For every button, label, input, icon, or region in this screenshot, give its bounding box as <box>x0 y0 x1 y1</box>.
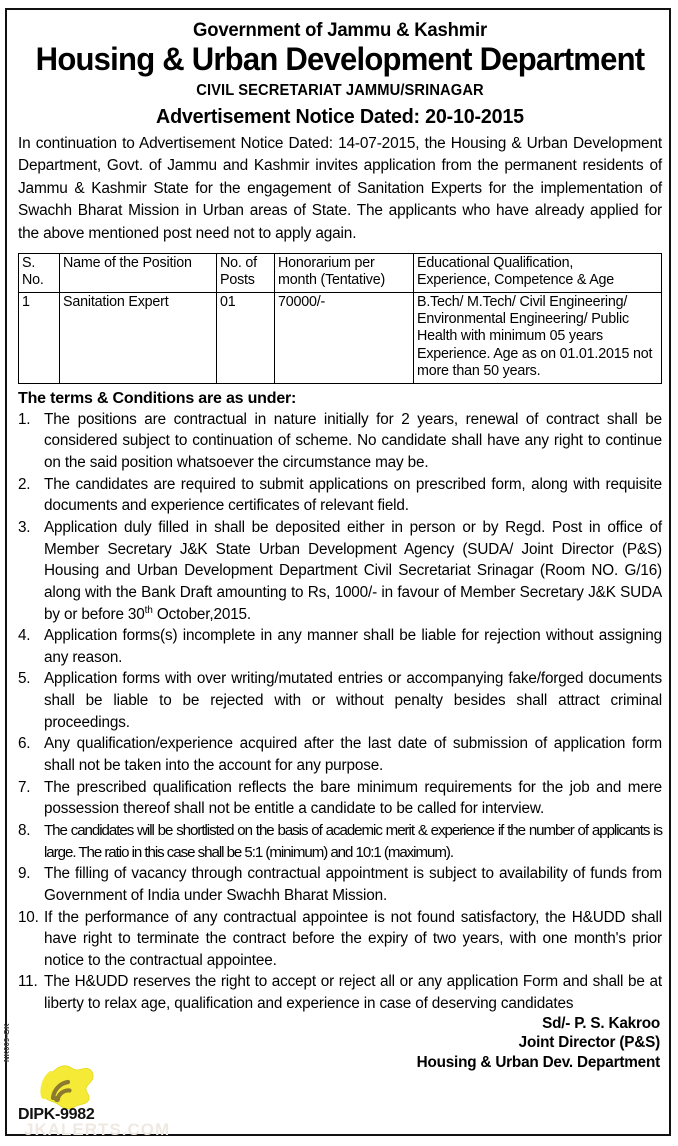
page-content <box>18 16 662 1072</box>
signatory-designation: Joint Director (P&S) <box>518 1034 660 1052</box>
list-item-text: If the performance of any contractual appointee is not found satisfactory, the H&UDD shall have right to terminate the contract before the expiry of two years, with one month's prior notice to the contractual appointee. <box>44 908 662 969</box>
list-item-text: The H&UDD reserves the right to accept or reject all or any application Form and shall be at liberty to relax age, qualification and experience in case of deserving candidates <box>44 973 662 1013</box>
cell-honorarium: 70000/- <box>275 292 414 383</box>
th-position-name: Name of the Position <box>60 253 217 292</box>
department-heading: Housing & Urban Development Department <box>35 41 645 78</box>
site-watermark: JKALERTS.COM <box>24 1120 171 1139</box>
th-honorarium: Honorarium per month (Tentative) <box>275 253 414 292</box>
list-item-text: The candidates will be shortlisted on the basis of academic merit & experience if the number of applicants is large. The ratio in this case shall be 5:1 (minimum) and 10:1 (maximum). <box>44 821 662 861</box>
list-item <box>18 863 662 906</box>
table-row <box>19 292 662 383</box>
side-margin-code: NK009-GK <box>2 1023 11 1062</box>
table-header-row <box>19 253 662 292</box>
list-item-number: 2. <box>18 475 31 493</box>
table-header <box>19 253 662 292</box>
list-item-number: 9. <box>18 865 31 883</box>
list-item-text: Any qualification/experience acquired after the last date of submission of application form shall not be taken into the account for any purpose. <box>44 735 662 775</box>
th-serial-number: S. No. <box>19 253 60 292</box>
list-item-number: 7. <box>18 778 31 796</box>
cell-position-name: Sanitation Expert <box>60 292 217 383</box>
list-item-text: The candidates are required to submit applications on prescribed form, along with requisite documents and experience certificates of relevant field. <box>44 475 662 515</box>
list-item <box>18 733 662 776</box>
list-item <box>18 409 662 474</box>
footer-mark-group <box>18 1060 171 1140</box>
list-item-number: 5. <box>18 670 31 688</box>
list-item-number: 8. <box>18 821 31 839</box>
list-item <box>18 474 662 517</box>
list-item <box>18 907 662 972</box>
table-body <box>19 292 662 383</box>
signatory-department: Housing & Urban Dev. Department <box>416 1053 660 1071</box>
list-item-number: 3. <box>18 518 31 536</box>
list-item <box>18 971 662 1014</box>
list-item <box>18 668 662 733</box>
positions-table <box>18 253 662 384</box>
terms-heading: The terms & Conditions are as under: <box>18 389 297 407</box>
list-item-text: The prescribed qualification reflects the bare minimum requirements for the job and mere possession thereof shall not be entitle a candidate to be called for interview. <box>44 778 662 818</box>
list-item-text: The positions are contractual in nature initially for 2 years, renewal of contract shall be considered subject to continuation of scheme. No candidate shall have any right to continue on the said position whatsoever the circumstance may be. <box>44 410 662 472</box>
th-number-of-posts: No. of Posts <box>217 253 275 292</box>
list-item-text-before: Application duly filled in shall be deposited either in person or by Regd. Post in office of Member Secretary J&K State Urban Development Agency (SUDA/ Joint Director (P&S) Housing and Urban Development Department Civil Secretariat Srinagar (Room NO. G/16) along with the Bank Draft amounting to Rs, 1000/- in favour of Member Secretary J&K SUDA by or before 30 <box>44 518 662 623</box>
list-item <box>18 820 662 863</box>
list-item-number: 4. <box>18 627 31 645</box>
list-item-number: 1. <box>18 410 31 428</box>
list-item-text-after: October,2015. <box>152 605 252 623</box>
list-item <box>18 777 662 820</box>
th-qualification: Educational Qualification, Experience, Competence & Age <box>414 253 662 292</box>
list-item-text <box>44 519 662 623</box>
notice-title: Advertisement Notice Dated: 20-10-2015 <box>156 104 524 128</box>
page-border-frame <box>5 8 671 1136</box>
cell-qualification: B.Tech/ M.Tech/ Civil Engineering/ Environmental Engineering/ Public Health with minimum 05 years Experience. Age as on 01.01.2015 not more than 50 years. <box>414 292 662 383</box>
list-item-text: Application forms with over writing/mutated entries or accompanying fake/forged documents shall be liable to be rejected with or without penalty besides shall attract criminal proceedings. <box>44 670 662 731</box>
list-item-text: The filling of vacancy through contractual appointment is subject to availability of funds from Government of India under Swachh Bharat Mission. <box>44 865 662 904</box>
terms-list <box>18 409 662 1015</box>
ordinal-superscript: th <box>144 604 153 616</box>
secretariat-subheading: CIVIL SECRETARIAT JAMMU/SRINAGAR <box>196 82 484 100</box>
intro-paragraph: In continuation to Advertisement Notice Dated: 14-07-2015, the Housing & Urban Development Department, Govt. of Jammu and Kashmir invites application from the permanent residents of Jammu & Kashmir State for the engagement of Sanitation Experts for the implementation of Swachh Bharat Mission in Urban areas of State. The applicants who have already applied for the above mentioned post need not to apply again. <box>18 134 662 243</box>
list-item-number: 10. <box>18 908 39 926</box>
list-item-number: 6. <box>18 735 31 753</box>
cell-serial-number: 1 <box>19 292 60 383</box>
signatory-name: Sd/- P. S. Kakroo <box>542 1014 660 1032</box>
cell-number-of-posts: 01 <box>217 292 275 383</box>
list-item-text: Application forms(s) incomplete in any manner shall be liable for rejection without assigning any reason. <box>44 627 662 666</box>
list-item <box>18 517 662 625</box>
dipk-code: DIPK-9982 <box>18 1106 95 1123</box>
list-item-number: 11. <box>18 973 38 991</box>
list-item <box>18 625 662 668</box>
government-heading: Government of Jammu & Kashmir <box>192 19 488 41</box>
